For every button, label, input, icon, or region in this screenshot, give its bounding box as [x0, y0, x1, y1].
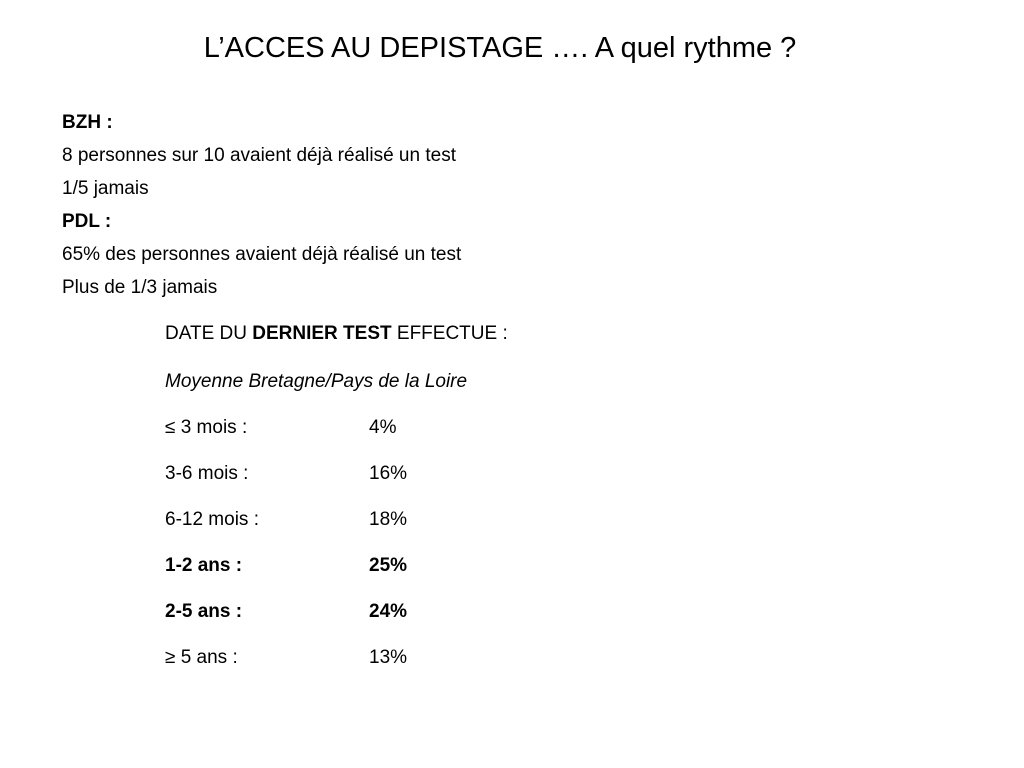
period-value: 13% — [369, 647, 408, 668]
period-value: 18% — [369, 509, 408, 530]
last-test-block — [165, 323, 508, 693]
pdl-heading: PDL : — [62, 211, 112, 232]
period-row-highlighted — [165, 555, 508, 577]
period-row — [165, 417, 508, 439]
period-label: 3-6 mois : — [165, 463, 249, 484]
last-test-heading-bold: DERNIER TEST — [252, 323, 392, 344]
period-row — [165, 463, 508, 485]
last-test-heading-suffix: EFFECTUE : — [391, 323, 508, 344]
slide-title: L’ACCES AU DEPISTAGE …. A quel rythme ? — [203, 32, 797, 64]
last-test-heading — [165, 323, 508, 345]
period-label: ≤ 3 mois : — [165, 417, 248, 438]
period-row — [165, 509, 508, 531]
period-value: 24% — [369, 601, 408, 622]
period-label: ≥ 5 ans : — [165, 647, 238, 668]
period-label: 1-2 ans : — [165, 555, 243, 576]
period-row-highlighted — [165, 601, 508, 623]
pdl-line-1: 65% des personnes avaient déjà réalisé un test — [62, 244, 462, 265]
bzh-heading: BZH : — [62, 112, 113, 133]
last-test-heading-prefix: DATE DU — [165, 323, 253, 344]
pdl-line-2: Plus de 1/3 jamais — [62, 277, 218, 298]
last-test-subtitle: Moyenne Bretagne/Pays de la Loire — [165, 371, 468, 392]
period-label: 6-12 mois : — [165, 509, 259, 530]
period-value: 4% — [369, 417, 397, 438]
summary-block — [62, 112, 461, 310]
period-label: 2-5 ans : — [165, 601, 243, 622]
bzh-line-2: 1/5 jamais — [62, 178, 149, 199]
period-value: 16% — [369, 463, 408, 484]
period-value: 25% — [369, 555, 408, 576]
bzh-line-1: 8 personnes sur 10 avaient déjà réalisé un test — [62, 145, 456, 166]
period-row — [165, 647, 508, 669]
